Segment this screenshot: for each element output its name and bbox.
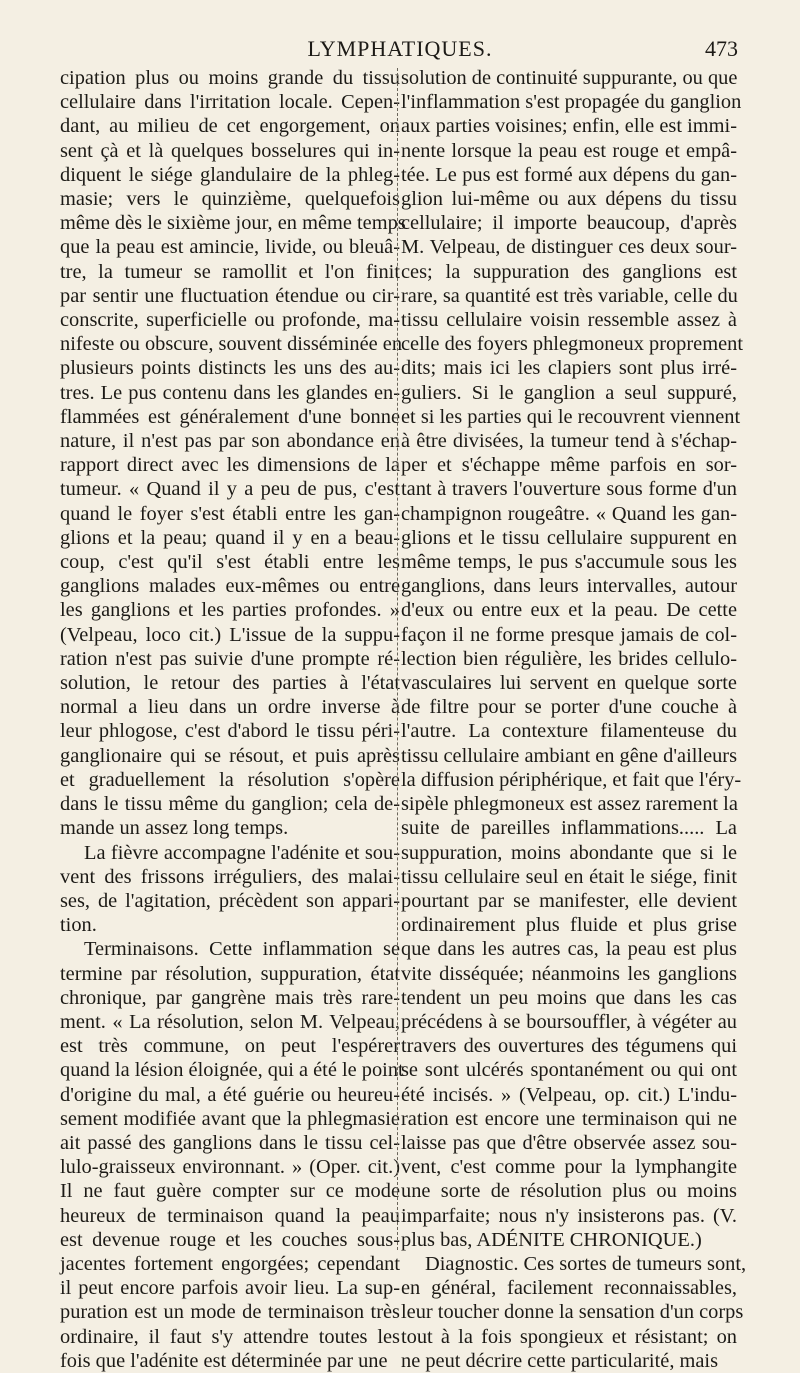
text-line: tée. Le pus est formé aux dépens du gan- bbox=[401, 163, 737, 186]
page-number: 473 bbox=[705, 36, 738, 61]
text-line: tissu cellulaire ambiant en gêne d'ailleurs bbox=[401, 744, 738, 767]
text-line: aux parties voisines; enfin, elle est immi- bbox=[401, 115, 737, 138]
text-line: quand la lésion éloignée, qui a été le point bbox=[60, 1059, 404, 1082]
text-line: pourtant par se manifester, elle devient bbox=[401, 889, 737, 912]
text-line: plusieurs points distincts les uns des au- bbox=[60, 357, 400, 380]
text-line: tres. Le pus contenu dans les glandes en- bbox=[60, 381, 400, 404]
text-line: cellulaire dans l'irritation locale. Cepen- bbox=[60, 91, 400, 114]
text-line: plus bas, ADÉNITE CHRONIQUE.) bbox=[401, 1228, 702, 1251]
text-line: une sorte de résolution plus ou moins bbox=[401, 1180, 737, 1203]
text-line: leur phlogose, c'est d'abord le tissu péri- bbox=[60, 720, 400, 743]
text-line: puration est un mode de terminaison très bbox=[60, 1301, 400, 1324]
text-line: sent çà et là quelques bosselures qui in- bbox=[60, 139, 400, 162]
text-line: dans le tissu même du ganglion; cela de- bbox=[60, 793, 400, 816]
text-line: et si les parties qui le recouvrent viennent bbox=[401, 405, 741, 428]
text-line: termine par résolution, suppuration, état bbox=[60, 962, 400, 985]
text-line: que la peau est amincie, livide, ou bleuâ- bbox=[60, 236, 400, 259]
running-head bbox=[0, 36, 800, 66]
text-line: celle des foyers phlegmoneux proprement bbox=[401, 333, 743, 356]
text-line: en général, facilement reconnaissables, bbox=[401, 1277, 737, 1300]
text-line: ne peut décrire cette particularité, mais bbox=[401, 1349, 719, 1372]
text-line: précédens à se boursouffler, à végéter au bbox=[401, 1010, 737, 1033]
text-line: normal a lieu dans un ordre inverse à bbox=[60, 696, 400, 719]
text-line: ordinaire, il faut s'y attendre toutes les bbox=[60, 1325, 400, 1348]
text-line: masie; vers le quinzième, quelquefois bbox=[60, 188, 400, 211]
text-line: de filtre pour se porter d'une couche à bbox=[401, 696, 737, 719]
text-line: solution de continuité suppurante, ou que bbox=[401, 67, 738, 89]
text-line: ait passé des ganglions dans le tissu cel- bbox=[60, 1131, 400, 1154]
text-line: vasculaires lui servent en quelque sorte bbox=[401, 672, 737, 695]
text-line: diquent le siége glandulaire de la phleg- bbox=[60, 163, 400, 186]
text-line: tre, la tumeur se ramollit et l'on finit bbox=[60, 260, 400, 283]
text-line: l'autre. La contexture filamenteuse du bbox=[401, 720, 737, 743]
text-line: nature, il n'est pas par son abondance en bbox=[60, 430, 400, 453]
text-line: suppuration, moins abondante que si le bbox=[401, 841, 737, 864]
text-line: La fièvre accompagne l'adénite et sou- bbox=[84, 841, 400, 864]
text-line: flammées est généralement d'une bonne bbox=[60, 405, 400, 428]
text-line: cipation plus ou moins grande du tissu bbox=[60, 67, 400, 89]
text-line: d'eux ou entre eux et la peau. De cette bbox=[401, 599, 737, 622]
text-line: suite de pareilles inflammations..... La bbox=[401, 817, 737, 840]
text-line: vent des frissons irréguliers, des malai- bbox=[60, 865, 400, 888]
text-line: lulo-graisseux environnant. » (Oper. cit.) bbox=[60, 1156, 400, 1179]
text-line: tout à la fois spongieux et résistant; on bbox=[401, 1325, 737, 1348]
text-line: dits; mais ici les clapiers sont plus irré- bbox=[401, 357, 737, 380]
text-line: ment. « La résolution, selon M. Velpeau, bbox=[60, 1010, 400, 1033]
text-line: imparfaite; nous n'y insisterons pas. (V. bbox=[401, 1204, 737, 1227]
text-line: ration est encore une terminaison qui ne bbox=[401, 1107, 737, 1130]
text-line: ordinairement plus fluide et plus grise bbox=[401, 914, 737, 937]
text-line: par sentir une fluctuation étendue ou cir- bbox=[60, 284, 400, 307]
text-line: les ganglions et les parties profondes. » bbox=[60, 599, 400, 622]
left-column bbox=[60, 66, 406, 1373]
text-line: se sont ulcérés spontanément ou qui ont bbox=[401, 1059, 737, 1082]
text-line: heureux de terminaison quand la peau bbox=[60, 1204, 400, 1227]
text-line: M. Velpeau, de distinguer ces deux sour- bbox=[401, 236, 737, 259]
text-line: ganglions malades eux-mêmes ou entre bbox=[60, 575, 400, 598]
text-line: Diagnostic. Ces sortes de tumeurs sont, bbox=[425, 1252, 747, 1275]
text-line: même temps, le pus s'accumule sous les bbox=[401, 551, 737, 574]
text-line: nifeste ou obscure, souvent disséminée en bbox=[60, 333, 403, 356]
text-line: tendent un peu moins que dans les cas bbox=[401, 986, 737, 1009]
text-line: laisse pas que d'être observée assez sou- bbox=[401, 1131, 737, 1154]
text-line: fois que l'adénite est déterminée par une bbox=[60, 1349, 388, 1372]
text-line: ganglionaire qui se résout, et puis après bbox=[60, 744, 400, 767]
text-line: ces; la suppuration des ganglions est bbox=[401, 260, 737, 283]
text-line: ses, de l'agitation, précèdent son appari- bbox=[60, 889, 400, 912]
text-line: glions et la peau; quand il y en a beau- bbox=[60, 526, 400, 549]
text-line: guliers. Si le ganglion a seul suppuré, bbox=[401, 381, 737, 404]
text-line: solution, le retour des parties à l'état bbox=[60, 672, 400, 695]
text-line: que dans les autres cas, la peau est plus bbox=[401, 938, 737, 961]
text-line: d'origine du mal, a été guérie ou heureu- bbox=[60, 1083, 400, 1106]
text-line: dant, au milieu de cet engorgement, on bbox=[60, 115, 400, 138]
text-line: sement modifiée avant que la phlegmasie bbox=[60, 1107, 400, 1130]
text-line: travers des ouvertures des tégumens qui bbox=[401, 1035, 737, 1058]
text-line: per et s'échappe même parfois en sor- bbox=[401, 454, 737, 477]
text-line: coup, c'est qu'il s'est établi entre les bbox=[60, 551, 400, 574]
text-line: lection bien régulière, les brides cellulo- bbox=[401, 647, 737, 670]
text-line: Il ne faut guère compter sur ce mode bbox=[60, 1180, 400, 1203]
text-line: et graduellement la résolution s'opère bbox=[60, 768, 400, 791]
text-line: glions et le tissu cellulaire suppurent en bbox=[401, 526, 737, 549]
running-title: LYMPHATIQUES. bbox=[307, 36, 493, 61]
text-line: est très commune, on peut l'espérer bbox=[60, 1035, 400, 1058]
text-line: conscrite, superficielle ou profonde, ma- bbox=[60, 309, 400, 332]
text-line: glion lui-même ou aux dépens du tissu bbox=[401, 188, 737, 211]
text-line: chronique, par gangrène mais très rare- bbox=[60, 986, 400, 1009]
text-line: tissu cellulaire seul en était le siége, finit bbox=[401, 865, 737, 888]
text-line: vent, c'est comme pour la lymphangite bbox=[401, 1156, 737, 1179]
text-line: tissu cellulaire voisin ressemble assez à bbox=[401, 309, 737, 332]
text-line: la diffusion périphérique, et fait que l'éry- bbox=[401, 768, 742, 791]
text-line: tion. bbox=[60, 914, 97, 937]
text-line: façon il ne forme presque jamais de col- bbox=[401, 623, 737, 646]
text-line: ration n'est pas suivie d'une prompte ré- bbox=[60, 647, 400, 670]
text-line: Terminaisons. Cette inflammation se bbox=[84, 938, 400, 961]
text-line: (Velpeau, loco cit.) L'issue de la suppu- bbox=[60, 623, 400, 646]
text-line: été incisés. » (Velpeau, op. cit.) L'indu- bbox=[401, 1083, 737, 1106]
text-line: rapport direct avec les dimensions de la bbox=[60, 454, 400, 477]
text-line: il peut encore parfois avoir lieu. La sup- bbox=[60, 1277, 400, 1300]
text-line: ganglions, dans leurs intervalles, autour bbox=[401, 575, 737, 598]
text-line: champignon rougeâtre. « Quand les gan- bbox=[401, 502, 737, 525]
text-line: même dès le sixième jour, en même temps bbox=[60, 212, 406, 235]
text-line: tumeur. « Quand il y a peu de pus, c'est bbox=[60, 478, 400, 501]
text-line: tant à travers l'ouverture sous forme d'un bbox=[401, 478, 737, 501]
column-divider bbox=[397, 68, 399, 1250]
text-line: rare, sa quantité est très variable, celle du bbox=[401, 284, 738, 307]
text-line: est devenue rouge et les couches sous- bbox=[60, 1228, 400, 1251]
text-line: quand le foyer s'est établi entre les gan- bbox=[60, 502, 400, 525]
text-line: à être divisées, la tumeur tend à s'échap- bbox=[401, 430, 737, 453]
text-line: jacentes fortement engorgées; cependant bbox=[60, 1252, 400, 1275]
right-column bbox=[401, 66, 747, 1373]
text-line: nente lorsque la peau est rouge et empâ- bbox=[401, 139, 737, 162]
text-line: vite disséquée; néanmoins les ganglions bbox=[401, 962, 737, 985]
text-line: sipèle phlegmoneux est assez rarement la bbox=[401, 793, 738, 816]
text-line: cellulaire; il importe beaucoup, d'après bbox=[401, 212, 737, 235]
text-line: mande un assez long temps. bbox=[60, 817, 289, 840]
text-line: leur toucher donne la sensation d'un corps bbox=[401, 1301, 744, 1324]
text-line: l'inflammation s'est propagée du ganglion bbox=[401, 91, 742, 114]
